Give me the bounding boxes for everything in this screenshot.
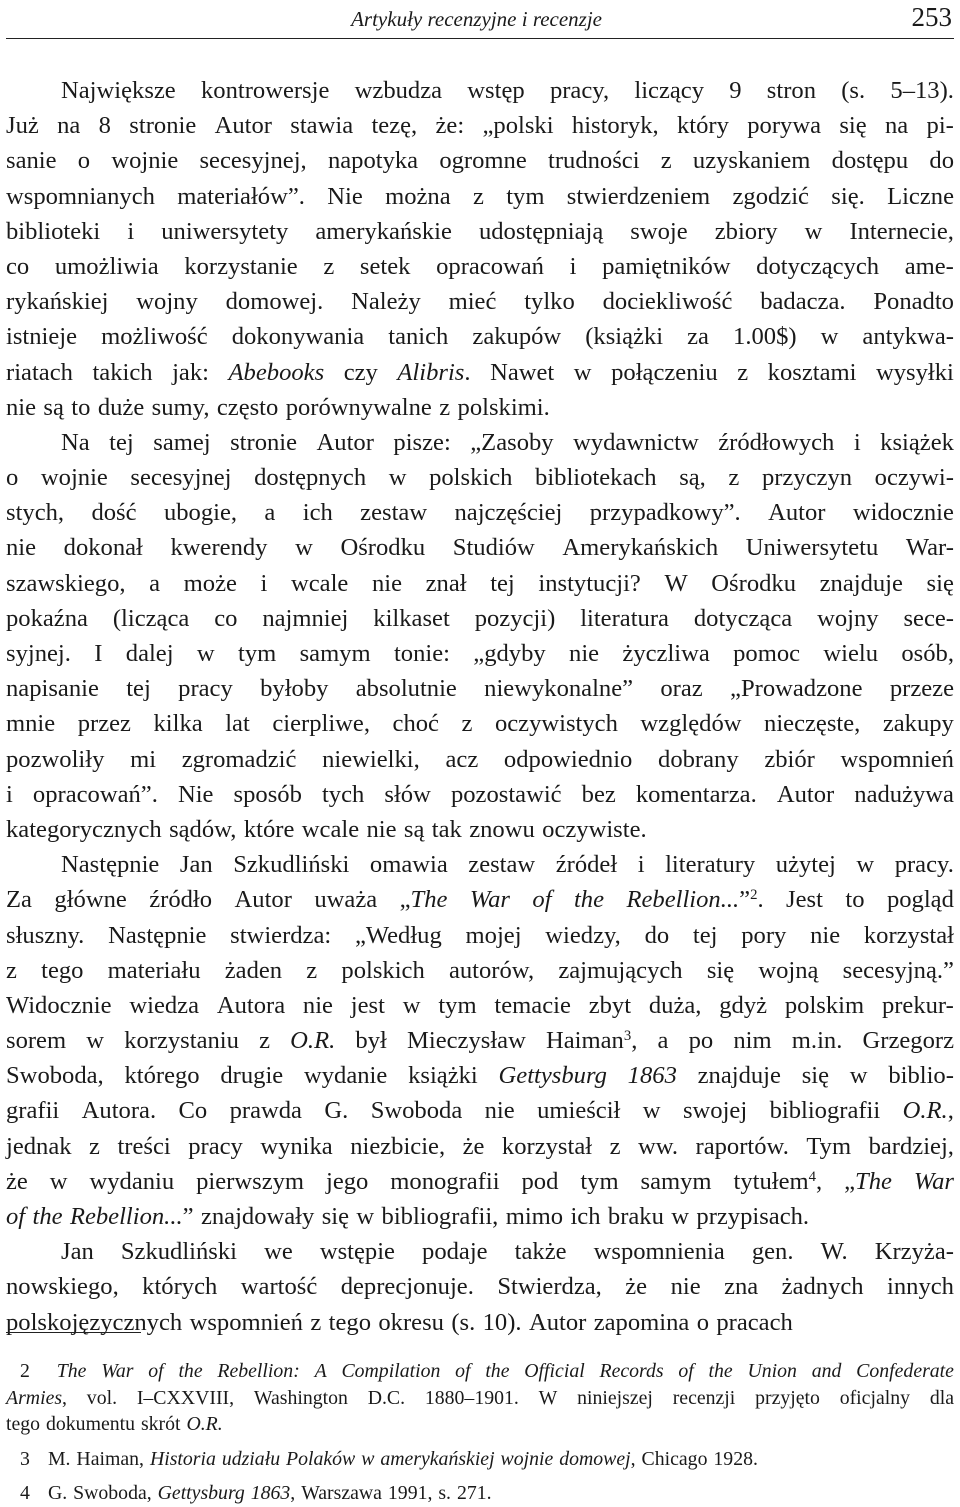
footnote-number: 2 [20, 1360, 30, 1382]
footnote-line: Armies, vol. I–CXXVIII, Washington D.C. 1880–1901. W niniejszej recenzji przyjęto oficjalny dla [6, 1386, 954, 1409]
text-line: szawskiego, a może i wcale nie znał tej instytucji? W Ośrodku znajduje się [6, 569, 954, 597]
text-line: nowskiego, których wartość deprecjonuje. Stwierdza, że nie zna żadnych innych [6, 1273, 954, 1301]
text-line: polskojęzycznych wspomnień z tego okresu (s. 10). Autor zapomina o pracach [6, 1308, 793, 1336]
header-rule [6, 38, 954, 39]
footnotes [6, 1358, 954, 1507]
footnote-line: 2 The War of the Rebellion: A Compilation of the Official Records of the Union and Confederate [6, 1358, 954, 1385]
text-line: i opracowań”. Nie sposób tych słów pozostawić bez komentarza. Autor nadużywa [6, 780, 954, 808]
text-line: Swoboda, którego drugie wydanie książki Gettysburg 1863 znajduje się w biblio- [6, 1062, 954, 1090]
footnote-number: 3 [20, 1447, 30, 1470]
text-line: grafii Autora. Co prawda G. Swoboda nie umieścił w swojej bibliografii O.R., [6, 1097, 954, 1125]
text-line: sorem w korzystaniu z O.R. był Mieczysław Haiman$^3$, a po nim m.in. Grzegorz [6, 1027, 954, 1055]
text-line: pokaźna (licząca co najmniej kilkaset pozycji) literatura dotycząca wojny sece- [6, 604, 954, 632]
text-line: riatach takich jak: Abebooks czy Alibris. Nawet w połączeniu z kosztami wysyłki [6, 358, 954, 386]
page-header [6, 0, 954, 40]
text-line: Za główne źródło Autor uważa „The War of the Rebellion...”$^2$. Jest to pogląd [6, 886, 954, 914]
text-line: Widocznie wiedza Autora nie jest w tym temacie zbyt duża, gdyż polskim prekur- [6, 991, 954, 1019]
footnote-line: 4 G. Swoboda, Gettysburg 1863, Warszawa 1991, s. 271. [6, 1480, 954, 1507]
text-line: pozwoliły mi zgromadzić niewielki, acz odpowiednio dobrany zbiór wspomnień [6, 745, 954, 773]
text-line: nie dokonał kwerendy w Ośrodku Studiów Amerykańskich Uniwersytetu War- [6, 534, 954, 562]
footnote-line: tego dokumentu skrót O.R. [6, 1413, 223, 1435]
text-line: Już na 8 stronie Autor stawia tezę, że: „polski historyk, który porywa się na pi- [6, 112, 954, 140]
text-line: Jan Szkudliński we wstępie podaje także wspomnienia gen. W. Krzyża- [61, 1238, 954, 1266]
text-line: co umożliwia korzystanie z setek opracowań i pamiętników dotyczących ame- [6, 252, 954, 280]
text-line: o wojnie secesyjnej dostępnych w polskich bibliotekach są, z przyczyn oczywi- [6, 464, 954, 492]
text-line: z tego materiału żaden z polskich autorów, zajmujących się wojną secesyjną.” [6, 956, 954, 984]
text-line: że w wydaniu pierwszym jego monografii pod tym samym tytułem$^4$, „The War [6, 1167, 954, 1195]
text-line: rykańskiej wojny domowej. Należy mieć tylko dociekliwość badacza. Ponadto [6, 288, 954, 316]
text-line: kategorycznych sądów, które wcale nie są tak znowu oczywiste. [6, 815, 647, 843]
running-head: Artykuły recenzyjne i recenzje [351, 7, 602, 31]
text-line: słuszny. Następnie stwierdza: „Według mojej wiedzy, do tej pory nie korzystał [6, 921, 954, 949]
page-number: 253 [911, 2, 952, 32]
article-body [6, 73, 954, 1340]
text-line: of the Rebellion...” znajdowały się w bibliografii, mimo ich braku w przypisach. [6, 1203, 810, 1230]
text-line: biblioteki i uniwersytety amerykańskie udostępniają swoje zbiory w Internecie, [6, 217, 954, 245]
text-line: jednak z treści pracy wynika niezbicie, że korzystał z ww. raportów. Tym bardziej, [6, 1132, 954, 1160]
text-line: Na tej samej stronie Autor pisze: „Zasoby wydawnictw źródłowych i książek [61, 428, 954, 456]
text-line: Największe kontrowersje wzbudza wstęp pracy, liczący 9 stron (s. 5–13). [61, 77, 954, 104]
text-line: Następnie Jan Szkudliński omawia zestaw źródeł i literatury użytej w pracy. [61, 851, 954, 879]
footnote-rule [6, 1332, 141, 1333]
text-line: nie są to duże sumy, często porównywalne z polskimi. [6, 393, 550, 421]
text-line: syjnej. I dalej w tym samym tonie: „gdyby nie życzliwa pomoc wielu osób, [6, 640, 954, 667]
text-line: wspomnianych materiałów”. Nie można z tym stwierdzeniem zgodzić się. Liczne [6, 182, 954, 210]
text-line: sanie o wojnie secesyjnej, napotyka ogromne trudności z uzyskaniem dostępu do [6, 147, 954, 175]
text-line: stych, dość ubogie, a ich zestaw najczęściej przypadkowy”. Autor widocznie [6, 499, 954, 527]
text-line: istnieje możliwość dokonywania tanich zakupów (książki za 1.00$) w antykwa- [6, 323, 954, 351]
text-line: napisanie tej pracy byłoby absolutnie niewykonalne” oraz „Prowadzone przeze [6, 675, 954, 703]
footnote-line: 3 M. Haiman, Historia udziału Polaków w amerykańskiej wojnie domowej, Chicago 1928. [6, 1446, 954, 1473]
footnote-number: 4 [20, 1482, 30, 1504]
text-line: mnie przez kilka lat cierpliwe, choć z oczywistych względów nieczęste, zakupy [6, 710, 954, 738]
